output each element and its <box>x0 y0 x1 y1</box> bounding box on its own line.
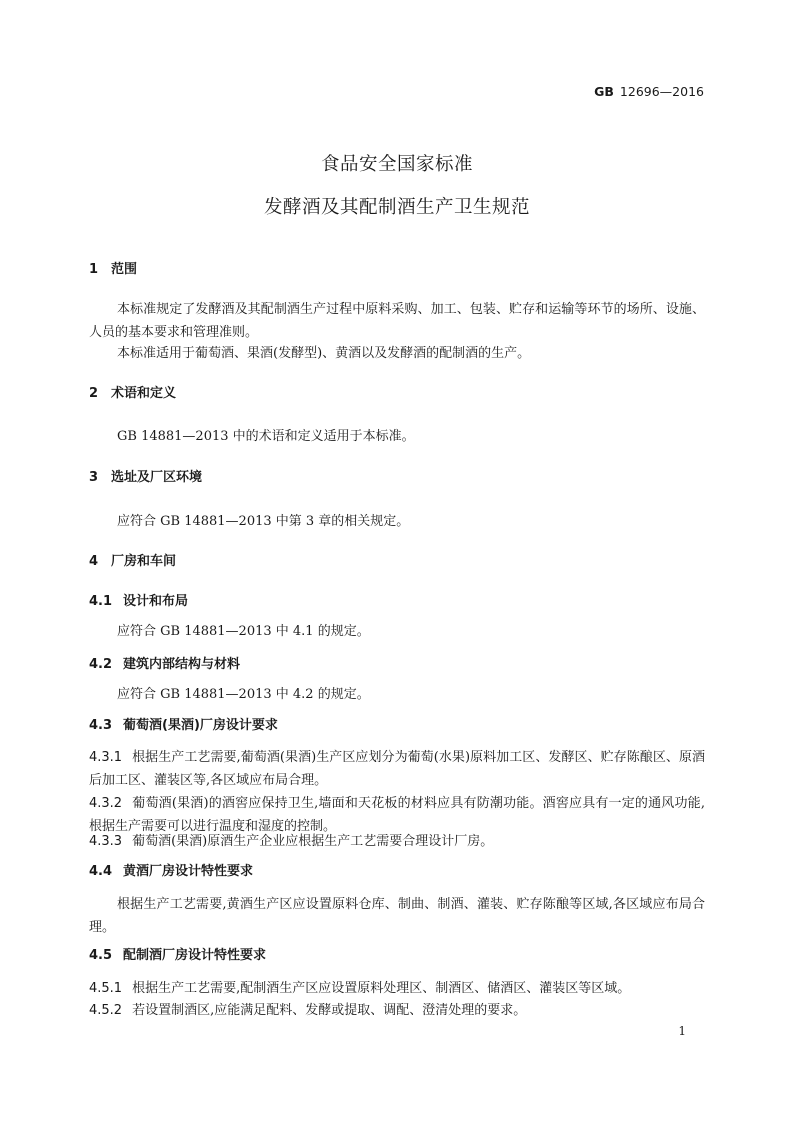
section-4-4-heading: 4.4 黄酒厂房设计特性要求 <box>89 864 254 879</box>
section-4-heading: 4 厂房和车间 <box>89 554 177 569</box>
section-3-paragraph-1: 应符合 GB 14881—2013 中第 3 章的相关规定。 <box>117 514 410 529</box>
standard-code <box>594 84 704 99</box>
clause-4-3-3: 4.3.3 葡萄酒(果酒)原酒生产企业应根据生产工艺需要合理设计厂房。 <box>89 834 494 849</box>
clause-4-3-1: 4.3.1 根据生产工艺需要,葡萄酒(果酒)生产区应划分为葡萄(水果)原料加工区、发酵区、贮存陈酿区、原酒后加工区、灌装区等,各区域应布局合理。 <box>89 750 705 788</box>
section-4-2-paragraph: 应符合 GB 14881—2013 中 4.2 的规定。 <box>117 687 370 702</box>
section-4-1-heading: 4.1 设计和布局 <box>89 594 189 609</box>
section-4-1-paragraph: 应符合 GB 14881—2013 中 4.1 的规定。 <box>117 624 370 639</box>
section-4-5-heading: 4.5 配制酒厂房设计特性要求 <box>89 948 267 963</box>
section-1-paragraph-1: 本标准规定了发酵酒及其配制酒生产过程中原料采购、加工、包装、贮存和运输等环节的场所、设施、人员的基本要求和管理准则。 <box>89 302 705 340</box>
section-2-heading: 2 术语和定义 <box>89 386 177 401</box>
clause-4-3-2: 4.3.2 葡萄酒(果酒)的酒窖应保持卫生,墙面和天花板的材料应具有防潮功能。酒窖应具有一定的通风功能,根据生产需要可以进行温度和湿度的控制。 <box>89 796 705 834</box>
standard-prefix: GB <box>594 84 614 99</box>
section-4-2-heading: 4.2 建筑内部结构与材料 <box>89 657 241 672</box>
section-1-paragraph-2: 本标准适用于葡萄酒、果酒(发酵型)、黄酒以及发酵酒的配制酒的生产。 <box>117 346 531 361</box>
section-3-heading: 3 选址及厂区环境 <box>89 470 203 485</box>
standard-number: 12696—2016 <box>619 84 704 99</box>
title-line-2: 发酵酒及其配制酒生产卫生规范 <box>263 197 530 218</box>
section-2-paragraph-1: GB 14881—2013 中的术语和定义适用于本标准。 <box>117 429 415 444</box>
page-number: 1 <box>678 1024 686 1038</box>
section-1-heading: 1 范围 <box>89 262 138 277</box>
section-4-3-heading: 4.3 葡萄酒(果酒)厂房设计要求 <box>89 718 278 733</box>
title-line-1: 食品安全国家标准 <box>320 154 473 175</box>
section-4-4-paragraph: 根据生产工艺需要,黄酒生产区应设置原料仓库、制曲、制酒、灌装、贮存陈酿等区域,各区域应布局合理。 <box>89 897 705 935</box>
clause-4-5-2: 4.5.2 若设置制酒区,应能满足配料、发酵或提取、调配、澄清处理的要求。 <box>89 1003 527 1018</box>
clause-4-5-1: 4.5.1 根据生产工艺需要,配制酒生产区应设置原料处理区、制酒区、储酒区、灌装区等区域。 <box>89 981 631 996</box>
